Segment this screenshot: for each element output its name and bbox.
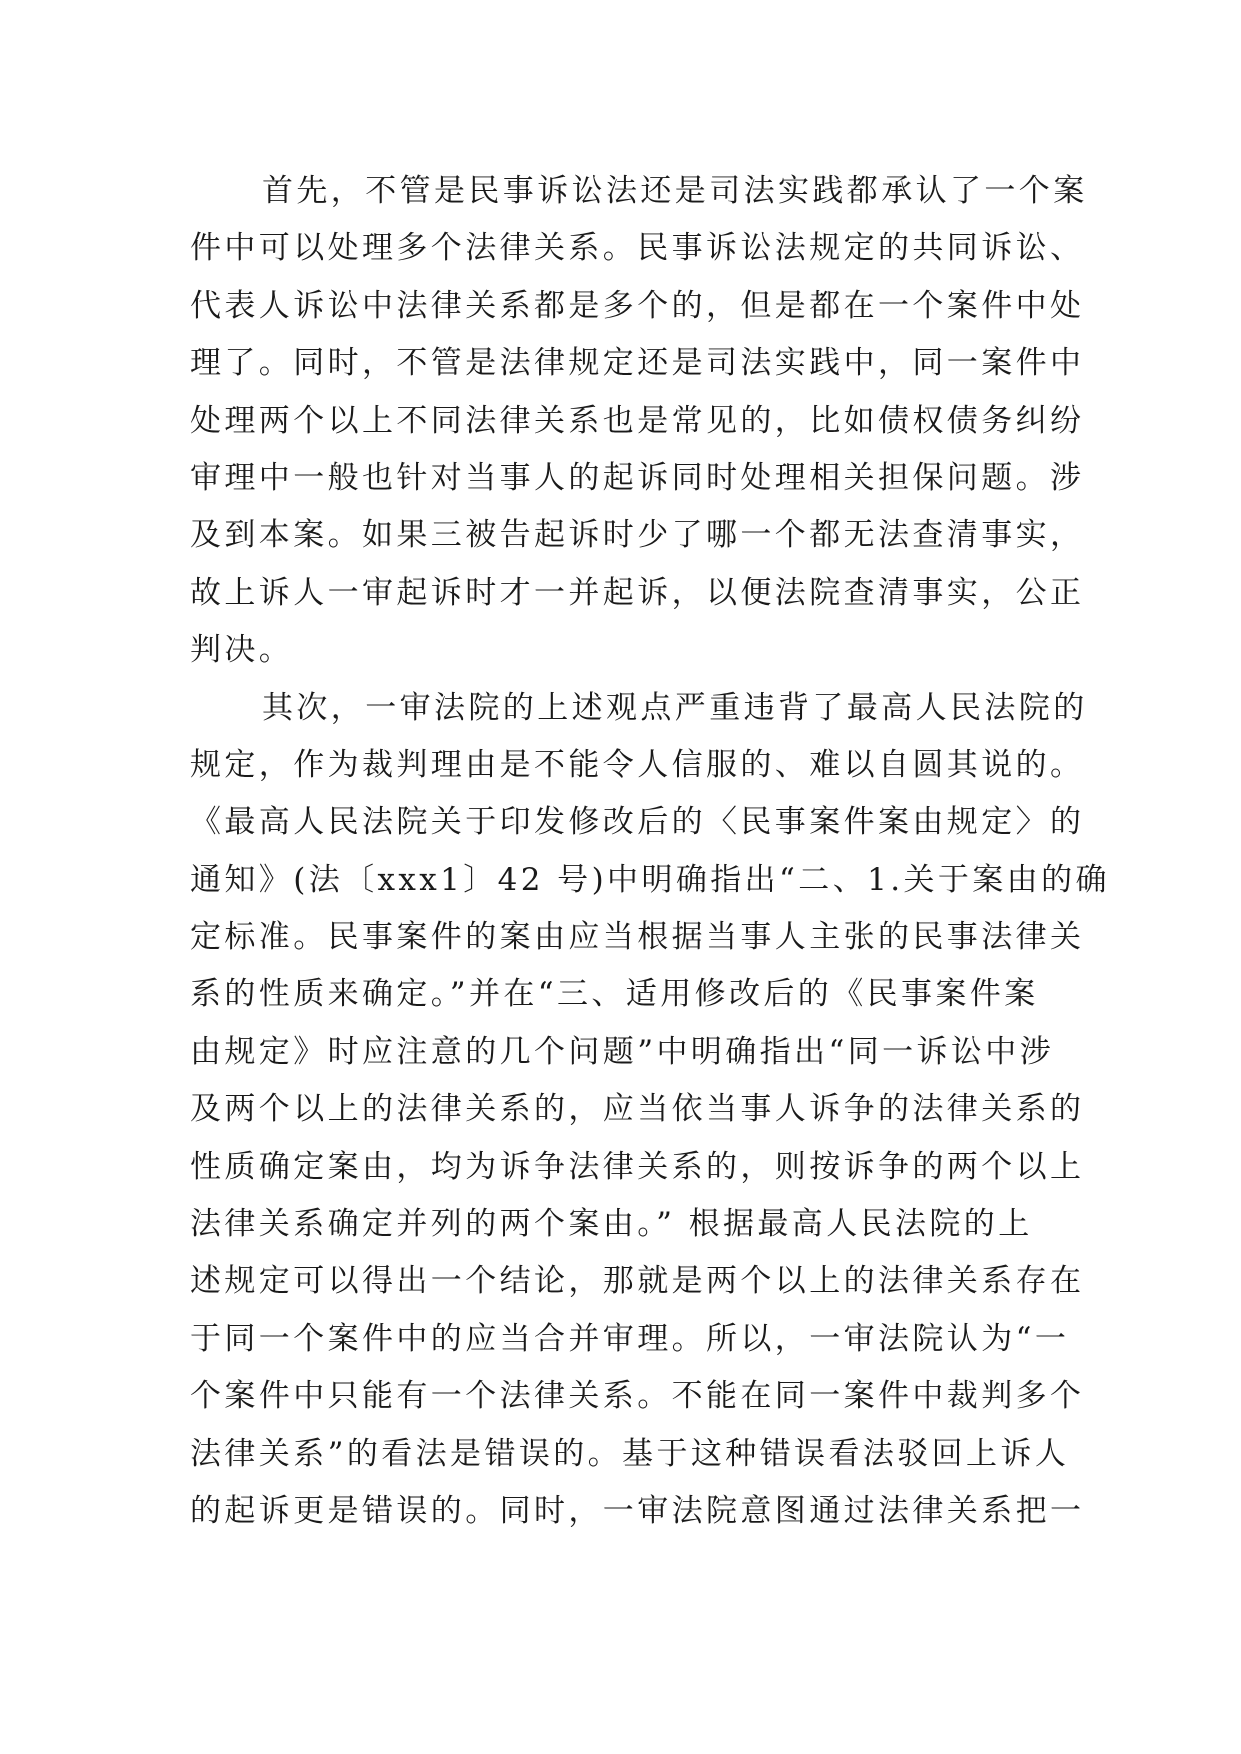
text-line: 代表人诉讼中法律关系都是多个的，但是都在一个案件中处: [190, 287, 1085, 324]
text-line: 《最高人民法院关于印发修改后的〈民事案件案由规定〉的: [190, 804, 1085, 841]
text-line: 审理中一般也针对当事人的起诉同时处理相关担保问题。涉: [190, 459, 1085, 496]
text-line: 理了。同时，不管是法律规定还是司法实践中，同一案件中: [190, 345, 1085, 382]
paragraph-2: [190, 680, 1110, 1541]
text-line: 首先，不管是民事诉讼法还是司法实践都承认了一个案: [262, 173, 1088, 209]
text-line: 件中可以处理多个法律关系。民事诉讼法规定的共同诉讼、: [190, 230, 1085, 267]
text-line: 规定，作为裁判理由是不能令人信服的、难以自圆其说的。: [190, 746, 1085, 783]
text-line: 及两个以上的法律关系的，应当依当事人诉争的法律关系的: [190, 1091, 1085, 1128]
text-line: 通知》(法〔xxx1〕42 号)中明确指出“二、1.关于案由的确: [190, 861, 1110, 898]
text-line: 由规定》时应注意的几个问题”中明确指出“同一诉讼中涉: [190, 1033, 1055, 1070]
text-line: 处理两个以上不同法律关系也是常见的，比如债权债务纠纷: [190, 402, 1085, 439]
text-line: 法律关系”的看法是错误的。基于这种错误看法驳回上诉人: [190, 1435, 1070, 1472]
text-line: 性质确定案由，均为诉争法律关系的，则按诉争的两个以上: [190, 1148, 1085, 1185]
text-line: 的起诉更是错误的。同时，一审法院意图通过法律关系把一: [190, 1492, 1085, 1529]
text-line: 故上诉人一审起诉时才一并起诉，以便法院查清事实，公正: [190, 574, 1085, 611]
text-line: 个案件中只能有一个法律关系。不能在同一案件中裁判多个: [190, 1378, 1085, 1415]
text-line: 定标准。民事案件的案由应当根据当事人主张的民事法律关: [190, 919, 1085, 956]
text-line: 及到本案。如果三被告起诉时少了哪一个都无法查清事实，: [190, 517, 1085, 554]
text-line: 于同一个案件中的应当合并审理。所以，一审法院认为“一: [190, 1320, 1070, 1357]
text-line: 述规定可以得出一个结论，那就是两个以上的法律关系存在: [190, 1263, 1085, 1300]
text-line: 其次，一审法院的上述观点严重违背了最高人民法院的: [262, 689, 1088, 726]
text-line: 法律关系确定并列的两个案由。” 根据最高人民法院的上: [190, 1206, 1033, 1243]
paragraph-1: [190, 163, 1088, 680]
text-line: 系的性质来确定。”并在“三、适用修改后的《民事案件案: [190, 976, 1039, 1013]
text-line: 判决。: [190, 632, 294, 669]
body-text: [190, 163, 1110, 1540]
